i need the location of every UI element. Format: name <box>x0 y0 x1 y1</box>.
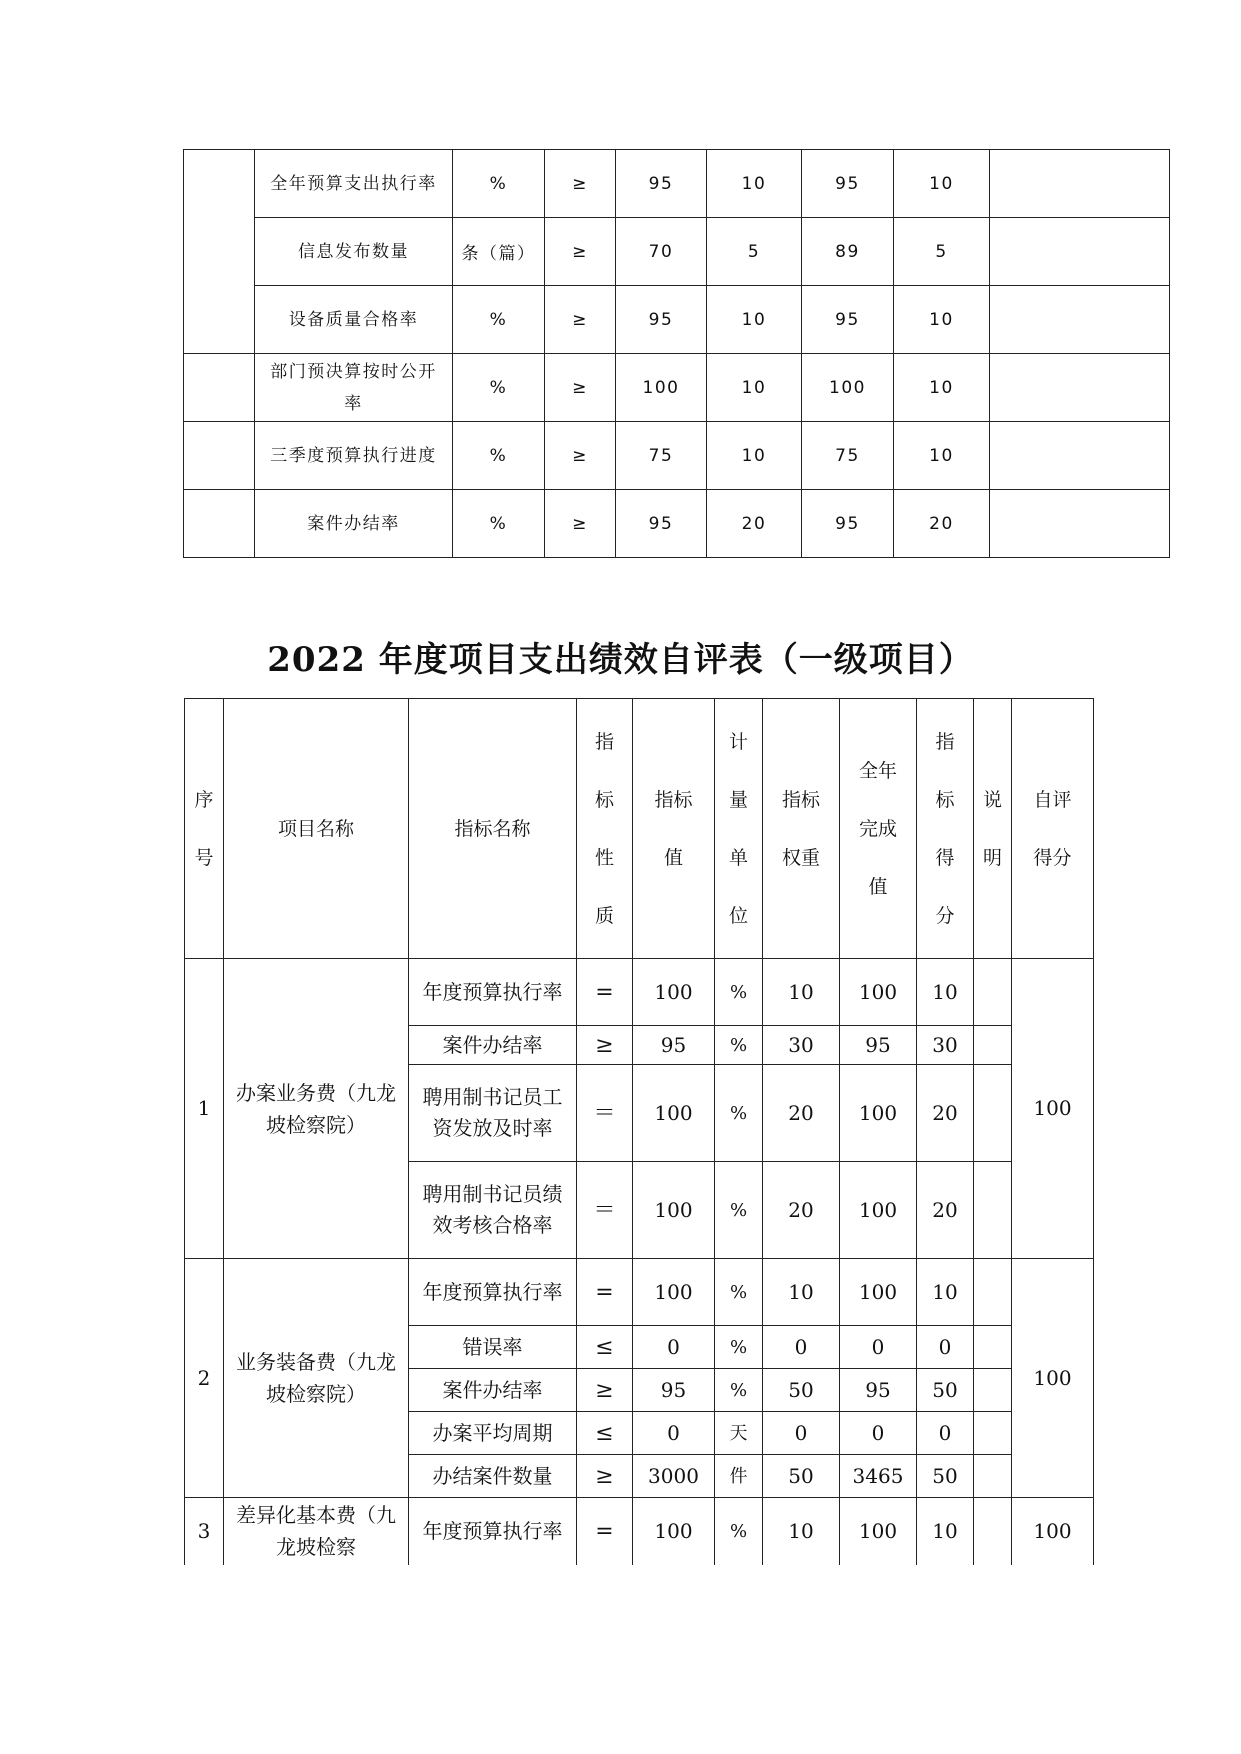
header-self-score: 自评 得分 <box>1012 699 1094 959</box>
value-cell: 3000 <box>633 1455 715 1498</box>
header-seq: 序 号 <box>185 699 224 959</box>
unit-cell: % <box>715 959 763 1026</box>
score-cell: 30 <box>917 1026 974 1065</box>
weight-cell: 10 <box>707 422 802 490</box>
unit-cell: % <box>453 354 545 422</box>
weight-cell: 10 <box>707 354 802 422</box>
upper-row <box>184 422 1170 490</box>
actual-cell: 95 <box>802 286 894 354</box>
header-nature: 指 标 性 质 <box>577 699 633 959</box>
seq-cell: 2 <box>185 1259 224 1498</box>
indicator-name: 全年预算支出执行率 <box>255 150 453 218</box>
nature-cell: ＝ <box>577 1065 633 1162</box>
actual-cell: 75 <box>802 422 894 490</box>
note-cell <box>990 354 1170 422</box>
weight-cell: 0 <box>763 1412 840 1455</box>
note-cell <box>974 1412 1012 1455</box>
score-cell: 10 <box>917 1498 974 1565</box>
value-cell: 100 <box>633 1259 715 1326</box>
score-cell: 50 <box>917 1369 974 1412</box>
unit-cell: 条（篇） <box>453 218 545 286</box>
score-cell: 0 <box>917 1326 974 1369</box>
self-score-cell: 100 <box>1012 959 1094 1259</box>
nature-cell: ≤ <box>577 1412 633 1455</box>
weight-cell: 5 <box>707 218 802 286</box>
weight-cell: 10 <box>763 1498 840 1565</box>
note-cell <box>990 150 1170 218</box>
value-cell: 0 <box>633 1326 715 1369</box>
note-cell <box>974 1026 1012 1065</box>
group-cell <box>184 490 255 558</box>
weight-cell: 10 <box>707 286 802 354</box>
note-cell <box>990 422 1170 490</box>
actual-cell: 100 <box>840 959 917 1026</box>
target-cell: 75 <box>616 422 707 490</box>
actual-cell: 100 <box>802 354 894 422</box>
nature-cell: ＝ <box>577 1162 633 1259</box>
indicator-name: 年度预算执行率 <box>409 1498 577 1565</box>
page-title: 2022 年度项目支出绩效自评表（一级项目） <box>267 640 974 680</box>
header-project: 项目名称 <box>224 699 409 959</box>
target-cell: 95 <box>616 286 707 354</box>
indicator-name: 年度预算执行率 <box>409 959 577 1026</box>
value-cell: 95 <box>633 1369 715 1412</box>
unit-cell: % <box>453 286 545 354</box>
value-cell: 0 <box>633 1412 715 1455</box>
weight-cell: 10 <box>707 150 802 218</box>
indicator-name: 信息发布数量 <box>255 218 453 286</box>
indicator-name: 错误率 <box>409 1326 577 1369</box>
group-cell <box>184 422 255 490</box>
score-cell: 20 <box>917 1162 974 1259</box>
performance-self-evaluation-table <box>184 698 1094 1565</box>
score-cell: 10 <box>894 422 990 490</box>
header-value: 指标 值 <box>633 699 715 959</box>
table-row <box>185 1259 1094 1326</box>
unit-cell: % <box>453 490 545 558</box>
unit-cell: % <box>715 1369 763 1412</box>
actual-cell: 3465 <box>840 1455 917 1498</box>
actual-cell: 95 <box>802 490 894 558</box>
header-score: 指 标 得 分 <box>917 699 974 959</box>
weight-cell: 10 <box>763 1259 840 1326</box>
unit-cell: % <box>453 422 545 490</box>
self-score-cell: 100 <box>1012 1259 1094 1498</box>
actual-cell: 0 <box>840 1412 917 1455</box>
note-cell <box>974 1326 1012 1369</box>
score-cell: 10 <box>894 354 990 422</box>
indicator-name: 案件办结率 <box>409 1026 577 1065</box>
target-cell: 95 <box>616 490 707 558</box>
note-cell <box>990 286 1170 354</box>
header-weight: 指标 权重 <box>763 699 840 959</box>
upper-row <box>184 218 1170 286</box>
header-row <box>185 699 1094 959</box>
unit-cell: 件 <box>715 1455 763 1498</box>
score-cell: 20 <box>894 490 990 558</box>
project-name: 办案业务费（九龙坡检察院） <box>224 959 409 1259</box>
operator-cell: ≥ <box>545 286 616 354</box>
value-cell: 100 <box>633 1065 715 1162</box>
score-cell: 0 <box>917 1412 974 1455</box>
actual-cell: 89 <box>802 218 894 286</box>
score-cell: 10 <box>894 286 990 354</box>
table-row <box>185 1498 1094 1565</box>
header-actual: 全年 完成 值 <box>840 699 917 959</box>
weight-cell: 20 <box>763 1065 840 1162</box>
unit-cell: % <box>453 150 545 218</box>
actual-cell: 100 <box>840 1498 917 1565</box>
unit-cell: 天 <box>715 1412 763 1455</box>
actual-cell: 95 <box>840 1369 917 1412</box>
weight-cell: 20 <box>707 490 802 558</box>
seq-cell: 1 <box>185 959 224 1259</box>
indicator-name: 年度预算执行率 <box>409 1259 577 1326</box>
upper-row <box>184 490 1170 558</box>
score-cell: 20 <box>917 1065 974 1162</box>
nature-cell: ≥ <box>577 1026 633 1065</box>
indicator-name: 案件办结率 <box>409 1369 577 1412</box>
operator-cell: ≥ <box>545 490 616 558</box>
score-cell: 10 <box>917 959 974 1026</box>
note-cell <box>974 959 1012 1026</box>
weight-cell: 30 <box>763 1026 840 1065</box>
note-cell <box>974 1498 1012 1565</box>
note-cell <box>974 1162 1012 1259</box>
weight-cell: 50 <box>763 1455 840 1498</box>
actual-cell: 100 <box>840 1162 917 1259</box>
unit-cell: % <box>715 1259 763 1326</box>
weight-cell: 50 <box>763 1369 840 1412</box>
upper-row <box>184 354 1170 422</box>
nature-cell: ≤ <box>577 1326 633 1369</box>
weight-cell: 10 <box>763 959 840 1026</box>
note-cell <box>990 218 1170 286</box>
note-cell <box>974 1455 1012 1498</box>
weight-cell: 20 <box>763 1162 840 1259</box>
operator-cell: ≥ <box>545 354 616 422</box>
self-score-cell: 100 <box>1012 1498 1094 1565</box>
indicator-name: 设备质量合格率 <box>255 286 453 354</box>
upper-row <box>184 150 1170 218</box>
actual-cell: 0 <box>840 1326 917 1369</box>
header-unit: 计 量 单 位 <box>715 699 763 959</box>
indicator-name: 办结案件数量 <box>409 1455 577 1498</box>
nature-cell: = <box>577 1498 633 1565</box>
operator-cell: ≥ <box>545 150 616 218</box>
indicator-name: 部门预决算按时公开率 <box>255 354 453 422</box>
upper-row <box>184 286 1170 354</box>
group-cell <box>184 354 255 422</box>
nature-cell: ≥ <box>577 1369 633 1412</box>
unit-cell: % <box>715 1326 763 1369</box>
value-cell: 100 <box>633 1498 715 1565</box>
seq-cell: 3 <box>185 1498 224 1565</box>
header-indicator: 指标名称 <box>409 699 577 959</box>
actual-cell: 95 <box>802 150 894 218</box>
upper-indicator-table <box>183 149 1170 558</box>
nature-cell: = <box>577 959 633 1026</box>
value-cell: 95 <box>633 1026 715 1065</box>
indicator-name: 聘用制书记员绩效考核合格率 <box>409 1162 577 1259</box>
score-cell: 10 <box>917 1259 974 1326</box>
actual-cell: 95 <box>840 1026 917 1065</box>
target-cell: 70 <box>616 218 707 286</box>
group-cell <box>184 150 255 354</box>
note-cell <box>974 1259 1012 1326</box>
unit-cell: % <box>715 1065 763 1162</box>
actual-cell: 100 <box>840 1259 917 1326</box>
project-name: 差异化基本费（九龙坡检察 <box>224 1498 409 1565</box>
unit-cell: % <box>715 1498 763 1565</box>
score-cell: 50 <box>917 1455 974 1498</box>
operator-cell: ≥ <box>545 422 616 490</box>
value-cell: 100 <box>633 1162 715 1259</box>
note-cell <box>974 1065 1012 1162</box>
value-cell: 100 <box>633 959 715 1026</box>
header-note: 说 明 <box>974 699 1012 959</box>
nature-cell: = <box>577 1259 633 1326</box>
weight-cell: 0 <box>763 1326 840 1369</box>
score-cell: 5 <box>894 218 990 286</box>
indicator-name: 三季度预算执行进度 <box>255 422 453 490</box>
operator-cell: ≥ <box>545 218 616 286</box>
score-cell: 10 <box>894 150 990 218</box>
unit-cell: % <box>715 1162 763 1259</box>
indicator-name: 聘用制书记员工资发放及时率 <box>409 1065 577 1162</box>
note-cell <box>974 1369 1012 1412</box>
target-cell: 95 <box>616 150 707 218</box>
actual-cell: 100 <box>840 1065 917 1162</box>
target-cell: 100 <box>616 354 707 422</box>
indicator-name: 案件办结率 <box>255 490 453 558</box>
table-row <box>185 959 1094 1026</box>
nature-cell: ≥ <box>577 1455 633 1498</box>
project-name: 业务装备费（九龙坡检察院） <box>224 1259 409 1498</box>
note-cell <box>990 490 1170 558</box>
unit-cell: % <box>715 1026 763 1065</box>
indicator-name: 办案平均周期 <box>409 1412 577 1455</box>
